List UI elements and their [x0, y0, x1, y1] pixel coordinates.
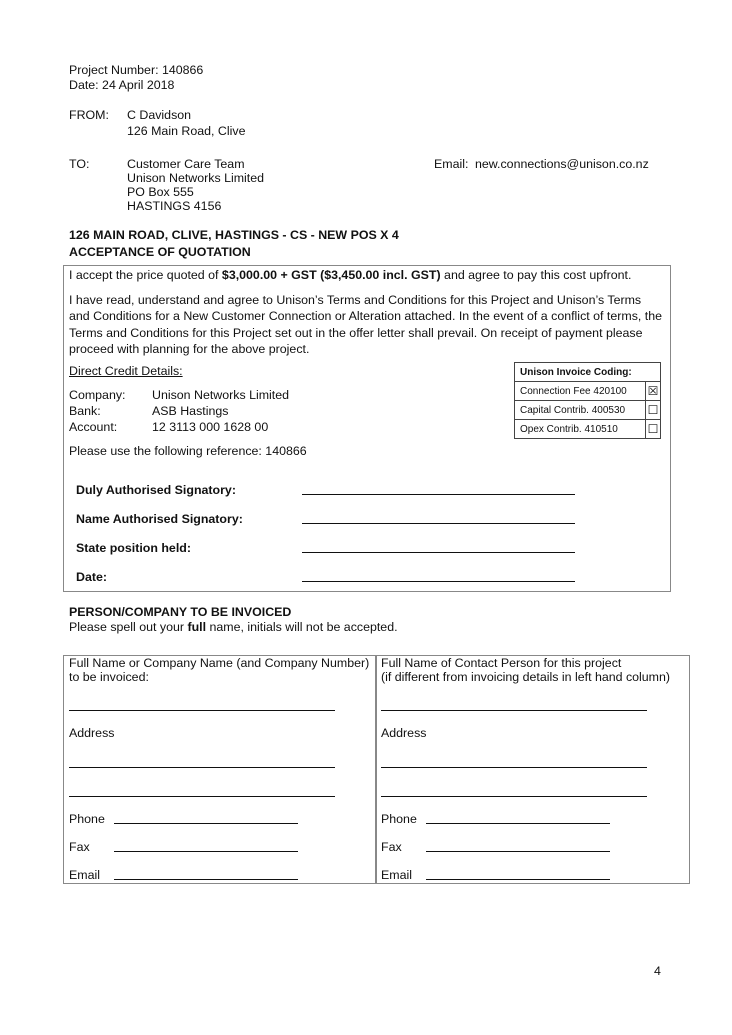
invoice-right-column [375, 655, 690, 884]
fax-label: Fax [381, 840, 402, 854]
date-field[interactable] [302, 581, 575, 582]
project-title: 126 MAIN ROAD, CLIVE, HASTINGS - CS - NEW POS X 4 [69, 228, 399, 242]
company-label: Company: [69, 388, 126, 402]
coding-label: Connection Fee 420100 [515, 382, 646, 401]
name-signatory-label: Name Authorised Signatory: [76, 512, 243, 526]
email-label: Email [381, 868, 412, 882]
right-title: Full Name of Contact Person for this project [381, 656, 622, 670]
project-number: Project Number: 140866 [69, 63, 204, 77]
from-name: C Davidson [127, 108, 192, 122]
accept-statement [69, 268, 631, 282]
email-field[interactable] [114, 879, 298, 880]
checkbox[interactable]: ☐ [646, 420, 661, 439]
note-bold: full [187, 620, 207, 634]
page-number: 4 [654, 964, 661, 978]
address-field[interactable] [69, 767, 335, 768]
to-line: HASTINGS 4156 [127, 199, 222, 213]
table-row [515, 401, 661, 420]
to-line: PO Box 555 [127, 185, 194, 199]
invoice-coding-heading: Unison Invoice Coding: [515, 363, 661, 382]
address-field[interactable] [381, 767, 647, 768]
contact-name-field[interactable] [381, 710, 647, 711]
phone-field[interactable] [426, 823, 610, 824]
from-address: 126 Main Road, Clive [127, 124, 246, 138]
position-label: State position held: [76, 541, 191, 555]
duly-signatory-field[interactable] [302, 494, 575, 495]
from-label: FROM: [69, 108, 109, 122]
email-address[interactable]: new.connections@unison.co.nz [475, 157, 649, 171]
to-label: TO: [69, 157, 90, 171]
account-value: 12 3113 000 1628 00 [152, 420, 269, 434]
invoiced-note [69, 620, 398, 634]
right-subtitle: (if different from invoicing details in left hand column) [381, 670, 671, 684]
coding-label: Opex Contrib. 410510 [515, 420, 646, 439]
to-line: Unison Networks Limited [127, 171, 265, 185]
phone-label: Phone [381, 812, 417, 826]
note-text-end: name, initials will not be accepted. [206, 620, 398, 634]
email-field[interactable] [426, 879, 610, 880]
accept-amount: $3,000.00 + GST ($3,450.00 incl. GST) [221, 268, 441, 282]
checkbox[interactable]: ☐ [646, 401, 661, 420]
name-signatory-field[interactable] [302, 523, 575, 524]
account-label: Account: [69, 420, 118, 434]
payment-reference: Please use the following reference: 140866 [69, 444, 307, 458]
left-subtitle: to be invoiced: [69, 670, 149, 684]
address-field[interactable] [381, 796, 647, 797]
invoice-name-field[interactable] [69, 710, 335, 711]
invoice-left-column [63, 655, 377, 884]
fax-field[interactable] [426, 851, 610, 852]
table-row [515, 420, 661, 439]
address-label: Address [381, 726, 427, 740]
company-value: Unison Networks Limited [152, 388, 290, 402]
date-label: Date: [76, 570, 107, 584]
phone-field[interactable] [114, 823, 298, 824]
invoice-coding-table [514, 362, 661, 439]
email-label: Email [69, 868, 100, 882]
checkbox-checked[interactable]: ☒ [646, 382, 661, 401]
accept-text: I accept the price quoted of [69, 268, 222, 282]
address-field[interactable] [69, 796, 335, 797]
bank-label: Bank: [69, 404, 101, 418]
document-date: Date: 24 April 2018 [69, 78, 175, 92]
section-title: ACCEPTANCE OF QUOTATION [69, 245, 251, 259]
note-text: Please spell out your [69, 620, 188, 634]
terms-paragraph: I have read, understand and agree to Unison’s Terms and Conditions for this Project and Unison’s Terms and Conditions for a New Customer Connection or Alteration attached. In the event of a conflict of terms, the Terms and Conditions for this Project set out in the offer letter shall prevail. On receipt of payment please proceed with planning for the above project. [69, 293, 663, 356]
email-label: Email: [434, 157, 469, 171]
table-row [515, 363, 661, 382]
phone-label: Phone [69, 812, 105, 826]
fax-field[interactable] [114, 851, 298, 852]
position-field[interactable] [302, 552, 575, 553]
left-title: Full Name or Company Name (and Company Number) [69, 656, 370, 670]
fax-label: Fax [69, 840, 90, 854]
address-label: Address [69, 726, 115, 740]
coding-label: Capital Contrib. 400530 [515, 401, 646, 420]
accept-text-end: and agree to pay this cost upfront. [440, 268, 632, 282]
bank-value: ASB Hastings [152, 404, 229, 418]
direct-credit-heading: Direct Credit Details: [69, 364, 183, 378]
duly-signatory-label: Duly Authorised Signatory: [76, 483, 236, 497]
to-line: Customer Care Team [127, 157, 245, 171]
invoiced-heading: PERSON/COMPANY TO BE INVOICED [69, 605, 292, 619]
table-row [515, 382, 661, 401]
